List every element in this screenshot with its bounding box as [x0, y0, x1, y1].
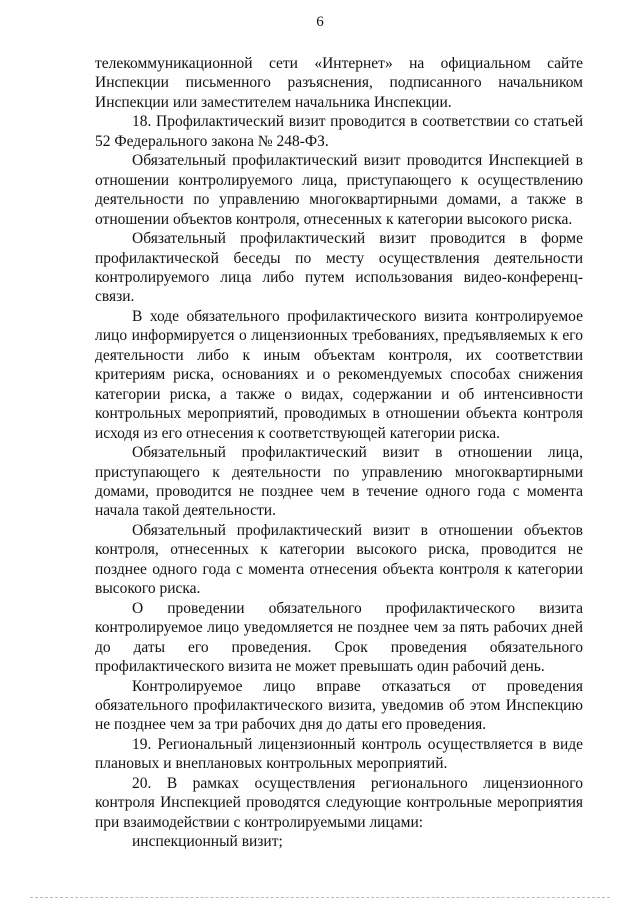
paragraph-visit-high-risk: Обязательный профилактический визит в отношении объектов контроля, отнесенных к категории высокого риска, проводится не позднее одного года с момента отнесения объекта контроля к категории высокого риска.	[95, 521, 583, 598]
list-item-inspection-visit: инспекционный визит;	[132, 833, 283, 851]
page-bottom-divider	[30, 897, 610, 898]
paragraph-continuation: телекоммуникационной сети «Интернет» на официальном сайте Инспекции письменного разъяснения, подписанного начальником Инспекции или заместителем начальника Инспекции.	[95, 55, 583, 111]
paragraph-item-19: 19. Региональный лицензионный контроль осуществляется в виде плановых и внеплановых контрольных мероприятий.	[95, 735, 583, 773]
paragraph-visit-form: Обязательный профилактический визит проводится в форме профилактической беседы по месту осуществления деятельности контролируемого лица либо путем использования видео-конференц-связи.	[95, 230, 583, 306]
paragraph-visit-refusal: Контролируемое лицо вправе отказаться от проведения обязательного профилактического визита, уведомив об этом Инспекцию не позднее чем за три рабочих дня до даты его проведения.	[95, 677, 583, 734]
paragraph-visit-notification: О проведении обязательного профилактического визита контролируемое лицо уведомляется не позднее чем за пять рабочих дней до даты его проведения. Срок проведения обязательного профилактического визита не может превышать один рабочий день.	[95, 599, 583, 676]
paragraph-mandatory-visit: Обязательный профилактический визит проводится Инспекцией в отношении контролируемого лица, приступающего к осуществлению деятельности по управлению многоквартирными домами, а также в отношении объектов контроля, отнесенных к категории высокого риска.	[95, 152, 583, 228]
page-number: 6	[316, 14, 324, 30]
paragraph-visit-content: В ходе обязательного профилактического визита контролируемое лицо информируется о лицензионных требованиях, предъявляемых к его деятельности либо к иным объектам контроля, их соответствии критериям риска, основаниях и о рекомендуемых способах снижения категории риска, а также о видах, содержании и об интенсивности контрольных мероприятий, проводимых в отношении объекта контроля исходя из его отнесения к соответствующей категории риска.	[95, 307, 583, 442]
paragraph-item-20: 20. В рамках осуществления регионального лицензионного контроля Инспекцией проводятся следующие контрольные мероприятия при взаимодействии с контролируемыми лицами:	[95, 774, 583, 831]
paragraph-visit-new-activity: Обязательный профилактический визит в отношении лица, приступающего к деятельности по управлению многоквартирными домами, проводится не позднее чем в течение одного года с момента начала такой деятельности.	[95, 444, 583, 520]
paragraph-item-18: 18. Профилактический визит проводится в соответствии со статьей 52 Федерального закона № 248-ФЗ.	[95, 113, 583, 150]
document-body	[95, 54, 583, 852]
